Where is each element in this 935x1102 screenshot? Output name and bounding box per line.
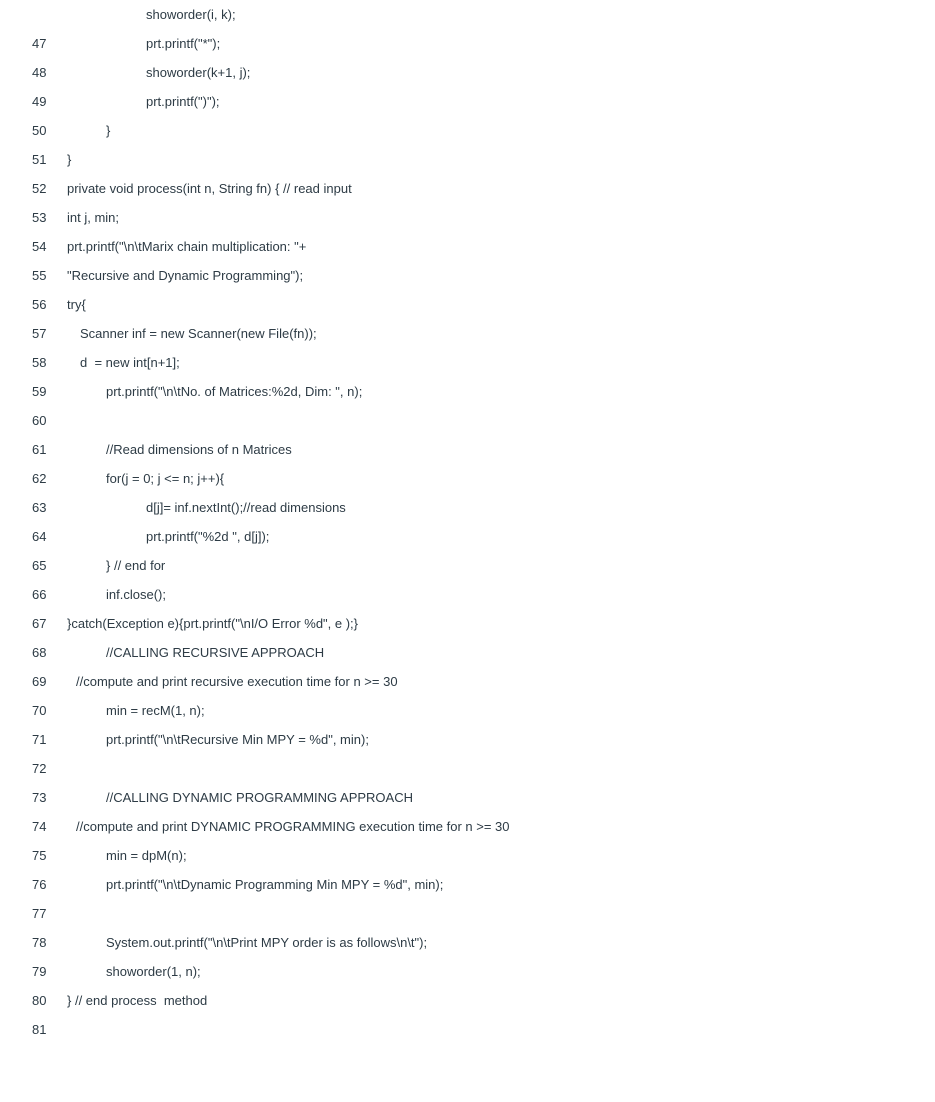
line-number: 47 [32,36,47,51]
line-number: 74 [32,819,47,834]
line-text: //CALLING RECURSIVE APPROACH [106,645,325,660]
line-text: showorder(1, n); [106,964,201,979]
line-number: 56 [32,297,47,312]
line-number: 76 [32,877,47,892]
line-number: 51 [32,152,47,167]
line-text: for(j = 0; j <= n; j++){ [106,471,225,486]
line-number: 70 [32,703,47,718]
line-number: 64 [32,529,47,544]
line-text: d = new int[n+1]; [80,355,180,370]
line-number: 80 [32,993,47,1008]
line-text: inf.close(); [106,587,166,602]
line-text: d[j]= inf.nextInt();//read dimensions [146,500,346,515]
line-text: } [106,123,111,138]
line-number: 59 [32,384,47,399]
code-line [0,870,935,921]
line-number: 53 [32,210,47,225]
line-number: 52 [32,181,47,196]
line-text: try{ [67,297,86,312]
line-text: } [67,152,72,167]
line-number: 58 [32,355,47,370]
line-number: 81 [32,1022,47,1037]
line-text: prt.printf("\n\tRecursive Min MPY = %d", min); [106,732,369,747]
line-number: 54 [32,239,47,254]
line-number: 73 [32,790,47,805]
code-line [0,725,935,776]
line-number: 63 [32,500,47,515]
line-number: 71 [32,732,47,747]
line-number: 75 [32,848,47,863]
line-number: 65 [32,558,47,573]
line-number: 67 [32,616,47,631]
line-number: 78 [32,935,47,950]
line-text: //CALLING DYNAMIC PROGRAMMING APPROACH [106,790,413,805]
line-number: 60 [32,413,47,428]
line-number: 50 [32,123,47,138]
line-number: 79 [32,964,47,979]
line-text: int j, min; [67,210,120,225]
line-text: prt.printf("*"); [146,36,221,51]
line-number: 72 [32,761,47,776]
code-line [0,116,935,167]
line-text: //Read dimensions of n Matrices [106,442,292,457]
line-number: 55 [32,268,47,283]
line-number: 66 [32,587,47,602]
line-number: 68 [32,645,47,660]
line-text: }catch(Exception e){prt.printf("\nI/O Error %d", e );} [67,616,359,631]
line-text: } // end for [106,558,166,573]
line-number: 57 [32,326,47,341]
line-number: 61 [32,442,47,457]
line-number: 69 [32,674,47,689]
line-text: //compute and print recursive execution time for n >= 30 [76,674,398,689]
line-text: showorder(k+1, j); [146,65,251,80]
line-number: 49 [32,94,47,109]
code-line [0,986,935,1037]
line-text: "Recursive and Dynamic Programming"); [67,268,304,283]
code-line [0,87,935,138]
line-text: //compute and print DYNAMIC PROGRAMMING execution time for n >= 30 [76,819,510,834]
line-text: min = recM(1, n); [106,703,205,718]
line-text: prt.printf("\n\tNo. of Matrices:%2d, Dim: ", n); [106,384,363,399]
line-text: prt.printf("\n\tDynamic Programming Min MPY = %d", min); [106,877,444,892]
line-text: prt.printf("%2d ", d[j]); [146,529,270,544]
line-text: min = dpM(n); [106,848,187,863]
line-text: Scanner inf = new Scanner(new File(fn)); [80,326,317,341]
line-number: 77 [32,906,47,921]
line-text: System.out.printf("\n\tPrint MPY order is as follows\n\t"); [106,935,428,950]
line-text: prt.printf("\n\tMarix chain multiplication: "+ [67,239,307,254]
line-number: 62 [32,471,47,486]
code-line [0,377,935,428]
line-text: showorder(i, k); [146,7,236,22]
line-text: private void process(int n, String fn) { // read input [67,181,352,196]
line-text: prt.printf(")"); [146,94,220,109]
line-text: } // end process method [67,993,208,1008]
line-number: 48 [32,65,47,80]
